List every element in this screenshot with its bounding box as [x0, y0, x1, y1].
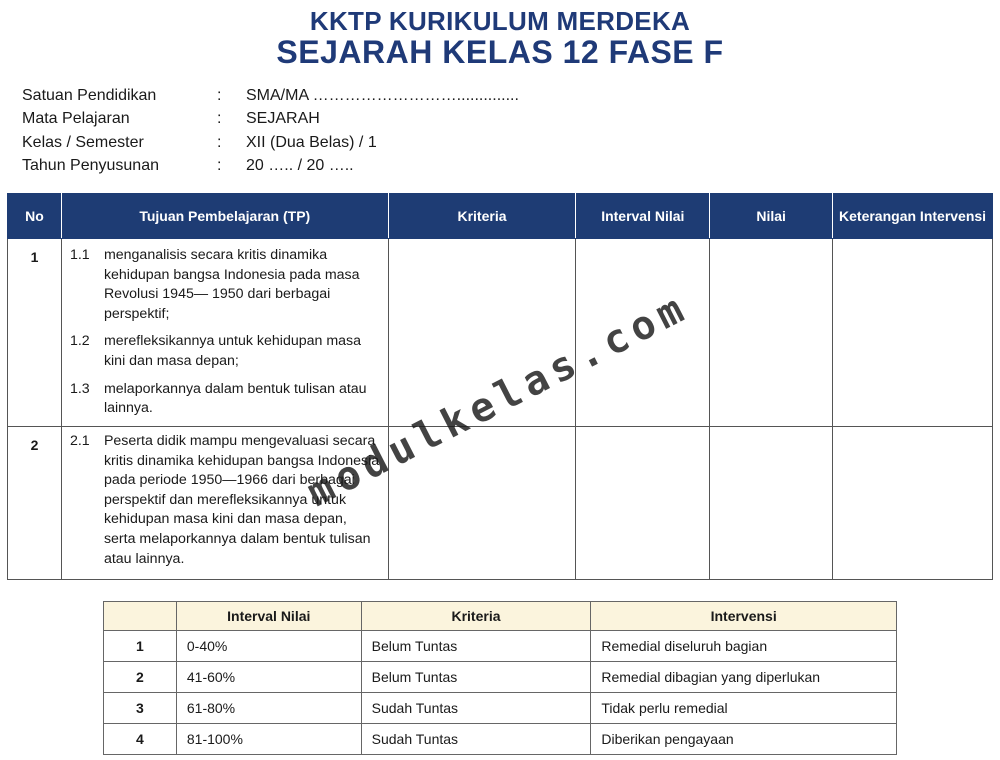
info-label: Satuan Pendidikan — [22, 86, 157, 104]
col-header-no: No — [8, 194, 62, 239]
ref-intervensi: Tidak perlu remedial — [591, 693, 897, 724]
tp-item — [62, 246, 388, 324]
tp-number: 2.1 — [69, 433, 90, 449]
watermark: modulkelas.com — [299, 283, 697, 517]
info-row-tahun — [22, 155, 519, 179]
row-number: 1 — [8, 239, 62, 427]
info-label: Mata Pelajaran — [22, 110, 130, 128]
nilai-cell — [710, 239, 833, 427]
table-row — [104, 631, 897, 662]
ref-intervensi: Remedial diseluruh bagian — [591, 631, 897, 662]
info-row-mapel — [22, 108, 519, 132]
ref-index: 2 — [104, 662, 177, 693]
nilai-cell — [710, 427, 833, 580]
tp-item — [62, 380, 388, 419]
row-number: 2 — [8, 427, 62, 580]
kktp-table — [7, 193, 993, 580]
kktp-header-row — [8, 194, 993, 239]
title-line2: SEJARAH KELAS 12 FASE F — [276, 34, 724, 70]
info-row-kelas — [22, 131, 519, 155]
table-row — [8, 427, 993, 580]
kriteria-cell — [388, 427, 576, 580]
interval-cell — [576, 427, 710, 580]
tp-text: melaporkannya dalam bentuk tulisan atau lainnya. — [103, 380, 367, 417]
table-row — [104, 724, 897, 755]
ref-kriteria: Sudah Tuntas — [361, 724, 591, 755]
ref-interval: 61-80% — [176, 693, 361, 724]
ref-intervensi: Diberikan pengayaan — [591, 724, 897, 755]
ref-index: 1 — [104, 631, 177, 662]
kriteria-cell — [388, 239, 576, 427]
info-value: SEJARAH — [246, 110, 320, 128]
info-label: Kelas / Semester — [22, 133, 144, 151]
interval-cell — [576, 239, 710, 427]
tp-item — [62, 332, 388, 371]
info-value: 20 ….. / 20 ….. — [246, 157, 354, 175]
keterangan-cell — [833, 427, 993, 580]
table-row — [104, 662, 897, 693]
col-header-keterangan: Keterangan Intervensi — [833, 194, 993, 239]
info-value: SMA/MA ……………………….............. — [246, 86, 519, 104]
tp-text: merefleksikannya untuk kehidupan masa kini dan masa depan; — [103, 333, 362, 369]
ref-interval: 41-60% — [176, 662, 361, 693]
ref-header-row — [104, 602, 897, 631]
ref-kriteria: Belum Tuntas — [361, 662, 591, 693]
table-row — [104, 693, 897, 724]
ref-index: 3 — [104, 693, 177, 724]
tp-text: menganalisis secara kritis dinamika kehidupan bangsa Indonesia pada masa Revolusi 1945— 1950 dari berbagai perspektif; — [103, 247, 360, 322]
col-header-nilai: Nilai — [710, 194, 833, 239]
tp-number: 1.3 — [69, 380, 90, 397]
ref-index: 4 — [104, 724, 177, 755]
tp-number: 1.1 — [69, 247, 90, 263]
info-row-satuan — [22, 84, 519, 108]
ref-col-header-index — [104, 602, 177, 631]
tp-number: 1.2 — [69, 333, 90, 350]
ref-col-header-interval: Interval Nilai — [176, 602, 361, 631]
tp-text: Peserta didik mampu mengevaluasi secara kritis dinamika kehidupan bangsa Indonesia pada periode 1950—1966 dari berbagai perspektif dan merefleksikannya untuk kehidupan masa kini dan masa depan, serta melaporkannya dalam bentuk tulisan atau lainnya. — [103, 433, 380, 567]
keterangan-cell — [833, 239, 993, 427]
info-colon: : — [217, 157, 222, 175]
info-block — [22, 84, 519, 178]
ref-intervensi: Remedial dibagian yang diperlukan — [591, 662, 897, 693]
info-colon: : — [217, 86, 222, 104]
col-header-tp: Tujuan Pembelajaran (TP) — [61, 194, 388, 239]
ref-interval: 81-100% — [176, 724, 361, 755]
ref-interval: 0-40% — [176, 631, 361, 662]
col-header-kriteria: Kriteria — [388, 194, 576, 239]
table-row — [8, 239, 993, 427]
interval-reference-table — [103, 601, 897, 755]
info-value: XII (Dua Belas) / 1 — [246, 133, 377, 151]
tp-cell — [61, 427, 388, 580]
title-line1: KKTP KURIKULUM MERDEKA — [309, 6, 691, 36]
col-header-interval: Interval Nilai — [576, 194, 710, 239]
tp-item — [62, 432, 388, 569]
ref-kriteria: Belum Tuntas — [361, 631, 591, 662]
info-colon: : — [217, 133, 222, 151]
ref-kriteria: Sudah Tuntas — [361, 693, 591, 724]
info-colon: : — [217, 110, 222, 128]
info-label: Tahun Penyusunan — [22, 157, 159, 175]
ref-col-header-intervensi: Intervensi — [591, 602, 897, 631]
tp-cell — [61, 239, 388, 427]
ref-col-header-kriteria: Kriteria — [361, 602, 591, 631]
